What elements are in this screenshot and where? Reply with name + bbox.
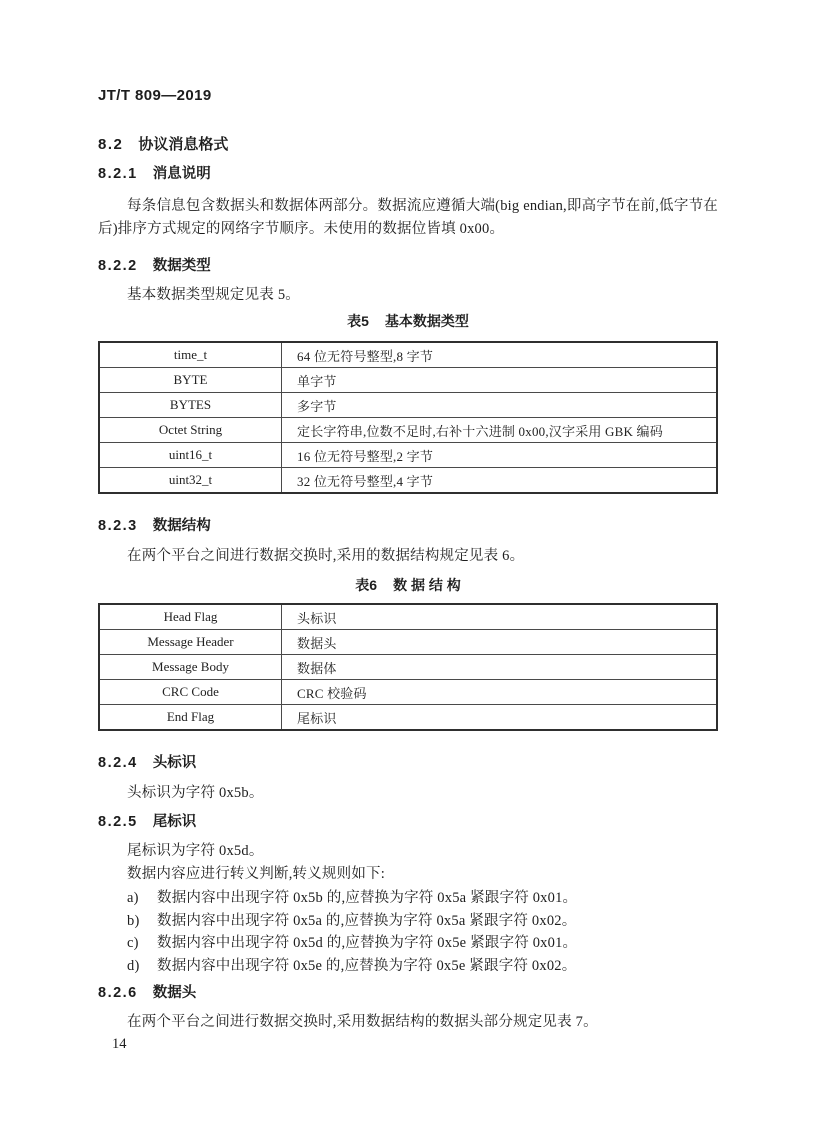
section-heading-8-2-5 xyxy=(98,814,718,830)
section-heading-8-2-2 xyxy=(98,258,718,274)
section-heading-8-2 xyxy=(98,137,718,153)
section-number: 8.2.6 xyxy=(98,985,138,1002)
section-heading-8-2-4 xyxy=(98,755,718,771)
table-cell-desc: 64 位无符号整型,8 字节 xyxy=(282,342,718,368)
paragraph-8-2-6: 在两个平台之间进行数据交换时,采用数据结构的数据头部分规定见表 7。 xyxy=(127,1014,598,1031)
table-cell-field: Message Header xyxy=(99,630,282,655)
table5-label: 表5 xyxy=(347,313,369,329)
table-row xyxy=(99,604,717,630)
paragraph-8-2-5-line2: 数据内容应进行转义判断,转义规则如下: xyxy=(127,866,385,882)
table5-caption xyxy=(98,312,718,330)
section-title: 尾标识 xyxy=(152,814,197,830)
table-cell-type: BYTE xyxy=(99,368,282,393)
table5-title: 基本数据类型 xyxy=(384,313,469,329)
section-title: 数据头 xyxy=(152,985,197,1002)
table-row xyxy=(99,443,717,468)
running-header: JT/T 809—2019 xyxy=(98,87,212,104)
table-cell-field: Message Body xyxy=(99,655,282,680)
list-item-marker: d) xyxy=(127,957,140,974)
list-item-text: 数据内容中出现字符 0x5e 的,应替换为字符 0x5e 紧跟字符 0x02。 xyxy=(157,957,577,974)
table6-title: 数 据 结 构 xyxy=(393,577,461,593)
list-item xyxy=(98,932,718,955)
table-cell-field: CRC Code xyxy=(99,680,282,705)
section-number: 8.2.5 xyxy=(98,814,138,830)
section-title: 头标识 xyxy=(152,755,197,771)
list-item-text: 数据内容中出现字符 0x5d 的,应替换为字符 0x5e 紧跟字符 0x01。 xyxy=(157,935,578,952)
table6-caption xyxy=(98,576,718,594)
table-row xyxy=(99,705,717,731)
table-cell-desc: 数据头 xyxy=(282,630,718,655)
section-number: 8.2.1 xyxy=(98,166,138,182)
list-item xyxy=(98,887,718,910)
section-heading-8-2-6 xyxy=(98,985,718,1001)
section-title: 数据类型 xyxy=(152,258,211,274)
table-cell-desc: 定长字符串,位数不足时,右补十六进制 0x00,汉字采用 GBK 编码 xyxy=(282,418,718,443)
table-cell-desc: 尾标识 xyxy=(282,705,718,731)
table-cell-desc: 数据体 xyxy=(282,655,718,680)
table-cell-desc: 单字节 xyxy=(282,368,718,393)
list-item xyxy=(98,955,718,978)
table-row xyxy=(99,680,717,705)
table-cell-type: uint16_t xyxy=(99,443,282,468)
list-item-text: 数据内容中出现字符 0x5b 的,应替换为字符 0x5a 紧跟字符 0x01。 xyxy=(157,890,578,906)
section-number: 8.2.4 xyxy=(98,755,138,771)
table-cell-desc: 32 位无符号整型,4 字节 xyxy=(282,468,718,494)
section-number: 8.2.3 xyxy=(98,518,138,534)
paragraph-8-2-2: 基本数据类型规定见表 5。 xyxy=(127,287,300,303)
paragraph-8-2-3: 在两个平台之间进行数据交换时,采用的数据结构规定见表 6。 xyxy=(127,548,525,564)
table5-basic-data-types xyxy=(98,341,718,494)
section-number: 8.2 xyxy=(98,136,124,153)
section-heading-8-2-1 xyxy=(98,166,718,182)
section-title: 消息说明 xyxy=(152,166,211,182)
table-row xyxy=(99,342,717,368)
table6-label: 表6 xyxy=(355,577,378,593)
escape-rules-list xyxy=(98,887,718,977)
table-cell-type: uint32_t xyxy=(99,468,282,494)
table-cell-field: End Flag xyxy=(99,705,282,731)
table-row xyxy=(99,468,717,494)
table-cell-desc: 16 位无符号整型,2 字节 xyxy=(282,443,718,468)
list-item-marker: c) xyxy=(127,935,139,952)
table-cell-type: BYTES xyxy=(99,393,282,418)
table-row xyxy=(99,418,717,443)
table-row xyxy=(99,630,717,655)
table-cell-desc: CRC 校验码 xyxy=(282,680,718,705)
section-heading-8-2-3 xyxy=(98,518,718,534)
paragraph-8-2-1: 每条信息包含数据头和数据体两部分。数据流应遵循大端(big endian,即高字节在前,低字节在后)排序方式规定的网络字节顺序。未使用的数据位皆填 0x00。 xyxy=(98,198,718,237)
table-cell-type: Octet String xyxy=(99,418,282,443)
table-row xyxy=(99,655,717,680)
section-title: 协议消息格式 xyxy=(138,136,229,153)
table-row xyxy=(99,368,717,393)
table-row xyxy=(99,393,717,418)
list-item-marker: b) xyxy=(127,912,140,929)
table-cell-desc: 多字节 xyxy=(282,393,718,418)
section-title: 数据结构 xyxy=(152,518,211,534)
list-item-marker: a) xyxy=(127,890,139,906)
paragraph-8-2-5-line1: 尾标识为字符 0x5d。 xyxy=(127,843,264,859)
table-cell-field: Head Flag xyxy=(99,604,282,630)
page-number: 14 xyxy=(112,1036,127,1053)
table-cell-type: time_t xyxy=(99,342,282,368)
section-number: 8.2.2 xyxy=(98,258,138,274)
list-item-text: 数据内容中出现字符 0x5a 的,应替换为字符 0x5a 紧跟字符 0x02。 xyxy=(157,912,577,929)
list-item xyxy=(98,910,718,933)
table6-data-structure xyxy=(98,603,718,731)
paragraph-8-2-4: 头标识为字符 0x5b。 xyxy=(127,785,264,801)
table-cell-desc: 头标识 xyxy=(282,604,718,630)
